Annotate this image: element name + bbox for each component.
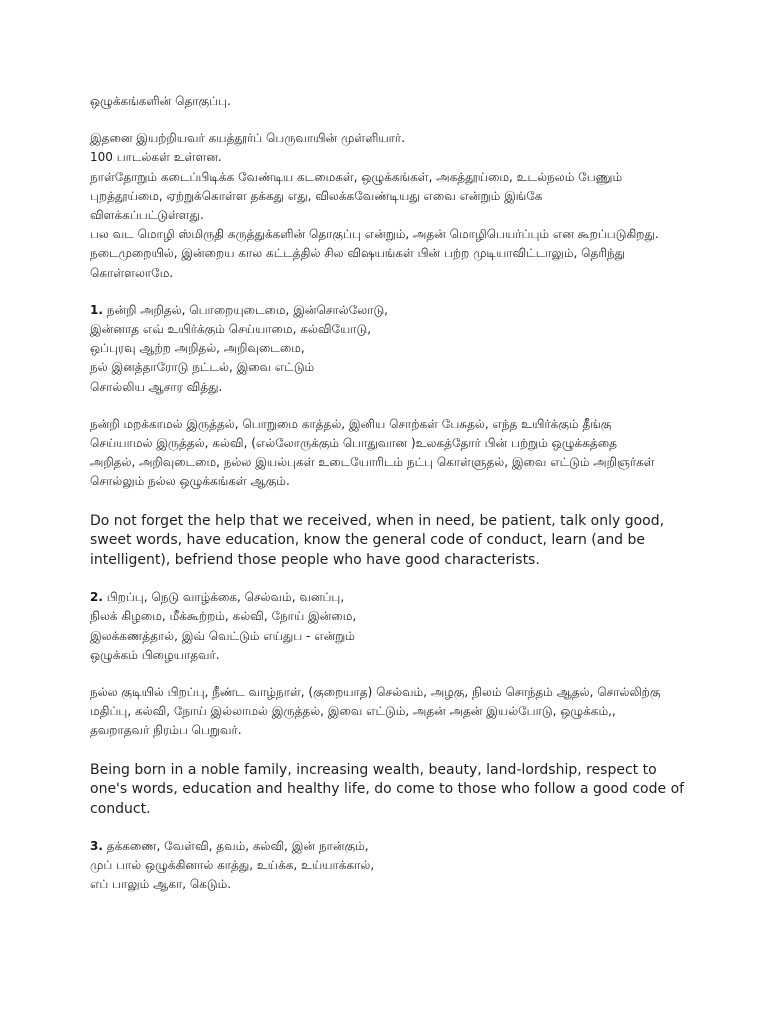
verse-line: இலக்கணத்தால், இவ் வெட்டும் எய்துப - என்றும் (90, 628, 355, 643)
verse-line (90, 588, 688, 607)
verse-number: 3. (90, 839, 103, 854)
verse-line (90, 301, 688, 320)
explanation-line: சொல்லும் நல்ல ஒழுக்கங்கள் ஆகும். (90, 474, 290, 489)
verse-line: எப் பாலும் ஆகா, கெடும். (90, 877, 232, 892)
intro-line: விளக்கப்பட்டுள்ளது. (90, 208, 204, 223)
verse-line-text: நன்றி அறிதல், பொறையுடைமை, இன்சொல்லோடு, (106, 302, 388, 317)
verse-number: 2. (90, 590, 103, 605)
verse-line: இன்னாத எவ் உயிர்க்கும் செய்யாமை, கல்வியோடு, (90, 322, 372, 337)
verse-3 (90, 837, 688, 895)
verse-line-text: பிறப்பு, நெடு வாழ்க்கை, செல்வம், வனப்பு, (106, 590, 345, 605)
document-title: ஒழுக்கங்களின் தொகுப்பு. (90, 94, 231, 108)
verse-line: சொல்லிய ஆசார வித்து. (90, 379, 223, 394)
verse-line: ஒழுக்கம் பிழையாதவர். (90, 647, 220, 662)
explanation-line: செய்யாமல் இருத்தல், கல்வி, (எல்லோருக்கும் பொதுவான )உலகத்தோர் பின் பற்றும் ஒழுக்கத்தை (90, 436, 617, 451)
intro-paragraph (90, 129, 688, 283)
explanation-line: தவறாதவர் நிரம்ப பெறுவர். (90, 723, 242, 738)
verse-2-explanation (90, 683, 688, 741)
intro-line: 100 பாடல்கள் உள்ளன. (90, 150, 222, 165)
explanation-line: நல்ல குடியில் பிறப்பு, நீண்ட வாழ்நாள், (குறையாத) செல்வம், அழகு, நிலம் சொந்தம் ஆதல், சொல்லிற்கு (90, 684, 661, 699)
explanation-line: நன்றி மறக்காமல் இருத்தல், பொறுமை காத்தல், இனிய சொற்கள் பேசுதல், எந்த உயிர்க்கும் தீங்கு (90, 416, 612, 431)
verse-1-english-translation: Do not forget the help that we received, when in need, be patient, talk only good, sweet words, have education, know the general code of conduct, learn (and be intelligent), befriend those people who have good characterists. (90, 512, 665, 568)
verse-line: முப் பால் ஒழுக்கினால் காத்து, உய்க்க, உய்யாக்கால், (90, 858, 375, 873)
intro-line: கொள்ளலாமே. (90, 265, 174, 280)
verse-line: ஒப்புரவு ஆற்ற அறிதல், அறிவுடைமை, (90, 341, 305, 356)
intro-line: புறத்தூய்மை, ஏற்றுக்கொள்ள தக்கது எது, விலக்கவேண்டியது எவை என்றும் இங்கே (90, 188, 543, 203)
verse-line: நல் இனத்தாரோடு நட்டல், இவை எட்டும் (90, 360, 315, 375)
verse-2-english-translation: Being born in a noble family, increasing wealth, beauty, land-lordship, respect to one's words, education and healthy life, do come to those who follow a good code of conduct. (90, 761, 685, 817)
explanation-line: மதிப்பு, கல்வி, நோய் இல்லாமல் இருத்தல், இவை எட்டும், அதன் அதன் இயல்போடு, ஒழுக்கம்,, (90, 704, 616, 719)
intro-line: பல வட மொழி ஸ்மிருதி கருத்துக்களின் தொகுப்பு என்றும், அதன் மொழிபெயர்ப்பும் என கூறப்படுகிறது. (90, 227, 659, 242)
verse-number: 1. (90, 302, 103, 317)
explanation-line: அறிதல், அறிவுடைமை, நல்ல இயல்புகள் உடையோரிடம் நட்பு கொள்ளுதல், இவை எட்டும் அறிஞர்கள் (90, 455, 655, 470)
verse-1-explanation (90, 415, 688, 492)
intro-line: நாள்தோறும் கடைப்பிடிக்க வேண்டிய கடமைகள், ஒழுக்கங்கள், அகத்தூய்மை, உடல்நலம் பேணும் (90, 169, 623, 184)
intro-line: இதனை இயற்றியவர் கயத்தூர்ப் பெருவாயின் முள்ளியார். (90, 131, 406, 146)
verse-line (90, 837, 688, 856)
verse-2 (90, 588, 688, 665)
verse-line-text: தக்கணை, வேள்வி, தவம், கல்வி, இன் நான்கும், (106, 839, 369, 854)
intro-line: நடைமுறையில், இன்றைய கால கட்டத்தில் சில விஷயங்கள் பின் பற்ற முடியாவிட்டாலும், தெரிந்து (90, 246, 626, 261)
verse-1 (90, 301, 688, 397)
verse-line: நிலக் கிழமை, மீக்கூற்றம், கல்வி, நோய் இன்மை, (90, 609, 357, 624)
